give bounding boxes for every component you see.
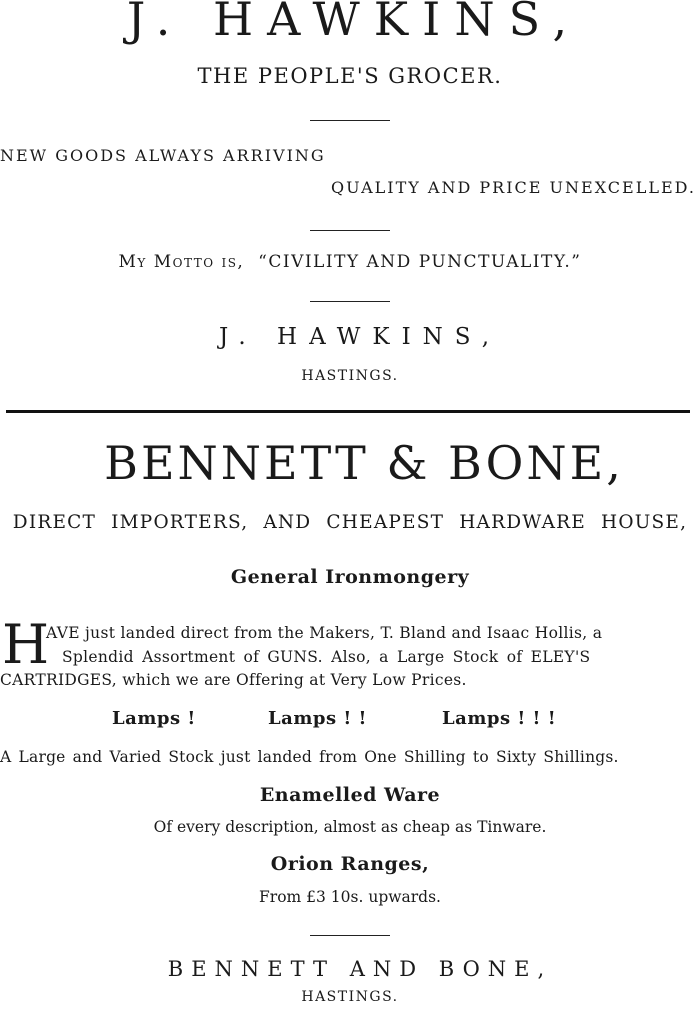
bennett-subtitle: DIRECT IMPORTERS, AND CHEAPEST HARDWARE HOUSE, bbox=[12, 512, 688, 533]
hawkins-town: HASTINGS. bbox=[301, 368, 399, 384]
paragraph-line-2 bbox=[62, 648, 590, 666]
divider bbox=[310, 120, 390, 121]
paragraph-line-3 bbox=[0, 671, 467, 689]
enamelled-description: Of every description, almost as cheap as Tinware. bbox=[153, 818, 547, 836]
divider bbox=[310, 230, 390, 231]
heading-orion-ranges: Orion Ranges, bbox=[270, 853, 430, 875]
paragraph-line-1 bbox=[46, 624, 602, 642]
hawkins-line-new-goods: NEW GOODS ALWAYS ARRIVING bbox=[0, 146, 326, 165]
hawkins-title: J. HAWKINS, bbox=[126, 0, 582, 46]
hawkins-tagline: THE PEOPLE'S GROCER. bbox=[197, 64, 503, 88]
section-separator bbox=[6, 410, 690, 413]
heading-general-ironmongery: General Ironmongery bbox=[230, 566, 470, 588]
lamps-2: Lamps ! ! bbox=[268, 708, 367, 729]
para-line1-text: AVE just landed direct from the Makers, T. Bland and Isaac Hollis, a bbox=[46, 624, 603, 642]
bennett-title: BENNETT & BONE, bbox=[104, 436, 624, 490]
motto-lead: My Motto is, bbox=[118, 252, 245, 272]
ranges-description: From £3 10s. upwards. bbox=[259, 888, 441, 906]
dropcap-h: H bbox=[2, 613, 50, 676]
hawkins-motto bbox=[0, 252, 700, 272]
para-line2-text: Splendid Assortment of GUNS. Also, a Large Stock of ELEY'S bbox=[62, 648, 591, 666]
lamps-description: A Large and Varied Stock just landed from One Shilling to Sixty Shillings. bbox=[0, 748, 619, 766]
hawkins-signature: J. HAWKINS, bbox=[218, 324, 502, 350]
bennett-town: HASTINGS. bbox=[301, 989, 399, 1005]
bennett-signature: BENNETT AND BONE, bbox=[167, 957, 553, 981]
para-line3-text: CARTRIDGES, which we are Offering at Very Low Prices. bbox=[0, 671, 467, 689]
motto-text: “CIVILITY AND PUNCTUALITY.” bbox=[258, 252, 582, 272]
heading-enamelled-ware: Enamelled Ware bbox=[259, 784, 441, 806]
divider bbox=[310, 301, 390, 302]
lamps-1: Lamps ! bbox=[112, 708, 196, 729]
lamps-3: Lamps ! ! ! bbox=[442, 708, 557, 729]
hawkins-line-quality: QUALITY AND PRICE UNEXCELLED. bbox=[330, 178, 696, 197]
divider bbox=[310, 935, 390, 936]
